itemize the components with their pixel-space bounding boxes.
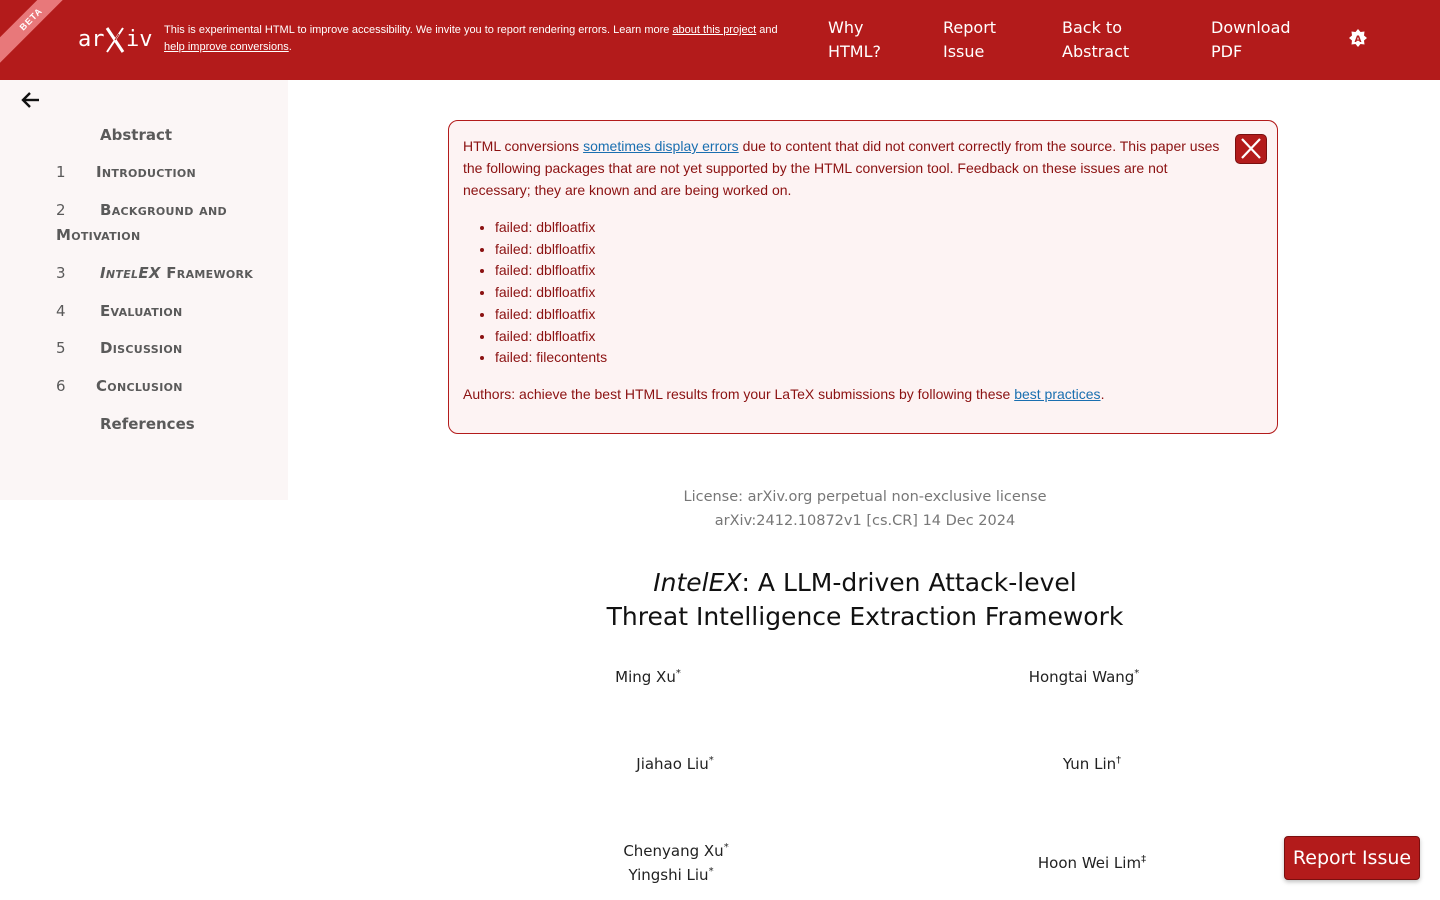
- list-item: • failed: dblfloatfix: [495, 304, 607, 326]
- author-yingshi-liu: Yingshi Liu*: [628, 866, 714, 884]
- nav-back-to-abstract[interactable]: Back to Abstract: [1062, 18, 1130, 61]
- svg-text:A: A: [1354, 35, 1362, 45]
- about-project-link[interactable]: about this project: [672, 24, 757, 36]
- list-item: • failed: dblfloatfix: [495, 282, 607, 304]
- page-title: IntelEX: A LLM-driven Attack-level Threat Intelligence Extraction Framework: [606, 568, 1124, 631]
- list-item: • failed: dblfloatfix: [495, 326, 607, 348]
- authors-best-practices: Authors: achieve the best HTML results from your LaTeX submissions by following these best practices.: [463, 386, 1105, 402]
- list-item: • failed: dblfloatfix: [495, 239, 607, 261]
- svg-text:ar: ar: [78, 27, 105, 52]
- author-yun-lin: Yun Lin†: [1062, 755, 1122, 773]
- failed-packages-list: [463, 217, 607, 369]
- toc-item-background[interactable]: 2 Background and Motivation: [56, 201, 227, 244]
- notice-intro: HTML conversions sometimes display errors due to content that did not convert correctly from the source. This paper uses the following packages that are not yet supported by the HTML conversion tool. Feedback on these issues are not necessary; they are known and are being worked on.: [463, 138, 1220, 198]
- close-icon: [1236, 135, 1266, 163]
- arxiv-logo[interactable]: [78, 22, 154, 58]
- top-banner: [0, 0, 1440, 80]
- nav-why-html[interactable]: Why HTML?: [828, 18, 882, 61]
- toc-item-abstract[interactable]: Abstract: [100, 126, 173, 144]
- svg-text:iv: iv: [126, 27, 153, 52]
- sometimes-display-errors-link[interactable]: sometimes display errors: [583, 138, 739, 154]
- arxiv-identifier: arXiv:2412.10872v1 [cs.CR] 14 Dec 2024: [714, 513, 1016, 529]
- author-jiahao-liu: Jiahao Liu*: [636, 755, 714, 773]
- conversion-errors-notice: [448, 120, 1278, 434]
- experimental-html-notice: This is experimental HTML to improve accessibility. We invite you to report rendering errors. Learn more about this project and help improve conversions.: [164, 24, 778, 53]
- list-item: • failed: filecontents: [495, 347, 607, 369]
- theme-toggle-icon[interactable]: [1348, 28, 1368, 48]
- beta-ribbon: BETA: [0, 0, 76, 64]
- toc-item-references[interactable]: References: [100, 415, 195, 433]
- close-notice-button[interactable]: [1235, 134, 1267, 164]
- nav-report-issue[interactable]: Report Issue: [943, 18, 997, 61]
- author-hoon-wei-lim: Hoon Wei Lim‡: [1037, 854, 1147, 872]
- list-item: • failed: dblfloatfix: [495, 260, 607, 282]
- help-improve-conversions-link[interactable]: help improve conversions: [164, 41, 289, 53]
- nav-download-pdf[interactable]: Download PDF: [1211, 18, 1291, 61]
- best-practices-link[interactable]: best practices: [1014, 386, 1101, 402]
- author-chenyang-xu: Chenyang Xu*: [623, 842, 729, 860]
- author-ming-xu: Ming Xu*: [615, 668, 681, 686]
- arrow-left-icon[interactable]: [20, 90, 42, 110]
- report-issue-button[interactable]: Report Issue: [1284, 836, 1420, 880]
- list-item: • failed: dblfloatfix: [495, 217, 607, 239]
- author-hongtai-wang: Hongtai Wang*: [1028, 668, 1140, 686]
- license-text: License: arXiv.org perpetual non-exclusive license: [683, 489, 1047, 505]
